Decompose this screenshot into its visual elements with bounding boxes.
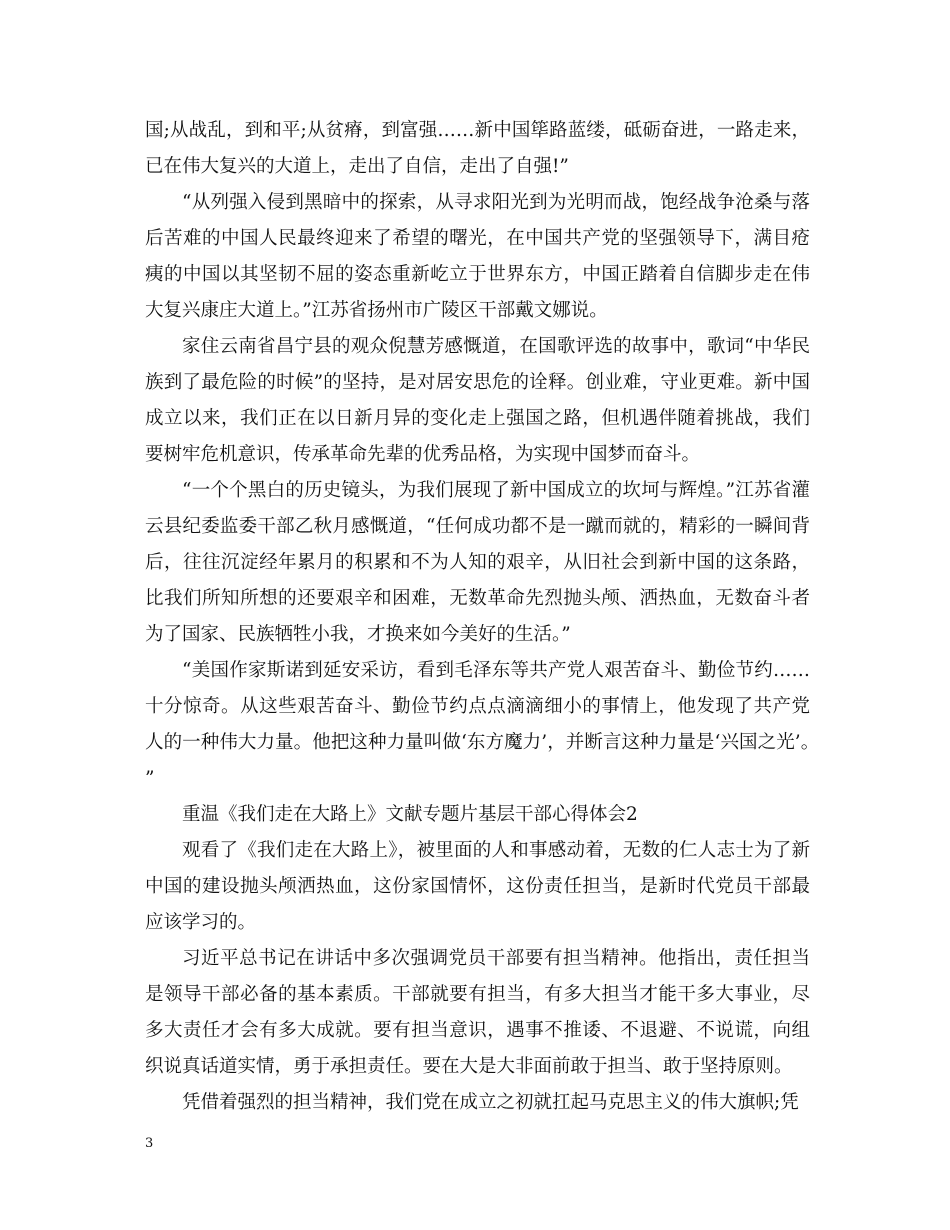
paragraph-4: “一个个黑白的历史镜头，为我们展现了新中国成立的坎坷与辉煌。”江苏省灌云县纪委监委干部乙秋月感慨道，“任何成功都不是一蹴而就的，精彩的一瞬间背后，往往沉淀经年累月的积累和不为人知的艰辛，从旧社会到新中国的这条路，比我们所知所想的还要艰辛和困难，无数革命先烈抛头颅、洒热血，无数奋斗者为了国家、民族牺牲小我，才换来如今美好的生活。” [145,480,810,645]
paragraph-5: “美国作家斯诺到延安采访，看到毛泽东等共产党人艰苦奋斗、勤俭节约……十分惊奇。从这些艰苦奋斗、勤俭节约点点滴滴细小的事情上，他发现了共产党人的一种伟大力量。他把这种力量叫做‘东方魔力’，并断言这种力量是‘兴国之光’。” [145,660,810,789]
paragraph-3: 家住云南省昌宁县的观众倪慧芳感慨道，在国歌评选的故事中，歌词“中华民族到了最危险的时候”的坚持，是对居安思危的诠释。创业难，守业更难。新中国成立以来，我们正在以日新月异的变化走上强国之路，但机遇伴随着挑战，我们要树牢危机意识，传承革命先辈的优秀品格，为实现中国梦而奋斗。 [145,336,810,465]
paragraph-1: 国;从战乱，到和平;从贫瘠，到富强……新中国筚路蓝缕，砥砺奋进，一路走来，已在伟大复兴的大道上，走出了自信，走出了自强!” [145,120,810,177]
section-heading: 重温《我们走在大路上》文献专题片基层干部心得体会2 [182,804,638,825]
paragraph-6: 观看了《我们走在大路上》，被里面的人和事感动着，无数的仁人志士为了新中国的建设抛头颅洒热血，这份家国情怀，这份责任担当，是新时代党员干部最应该学习的。 [145,840,810,933]
document-body [145,113,810,1121]
paragraph-2: “从列强入侵到黑暗中的探索，从寻求阳光到为光明而战，饱经战争沧桑与落后苦难的中国人民最终迎来了希望的曙光，在中国共产党的坚强领导下，满目疮痍的中国以其坚韧不屈的姿态重新屹立于世界东方，中国正踏着自信脚步走在伟大复兴康庄大道上。”江苏省扬州市广陵区干部戴文娜说。 [145,192,810,321]
page-number: 3 [145,1136,154,1151]
paragraph-8: 凭借着强烈的担当精神，我们党在成立之初就扛起马克思主义的伟大旗帜;凭 [182,1092,799,1113]
paragraph-7: 习近平总书记在讲话中多次强调党员干部要有担当精神。他指出，责任担当是领导干部必备的基本素质。干部就要有担当，有多大担当才能干多大事业，尽多大责任才会有多大成就。要有担当意识，遇事不推诿、不退避、不说谎，向组织说真话道实情，勇于承担责任。要在大是大非面前敢于担当、敢于坚持原则。 [145,948,810,1077]
